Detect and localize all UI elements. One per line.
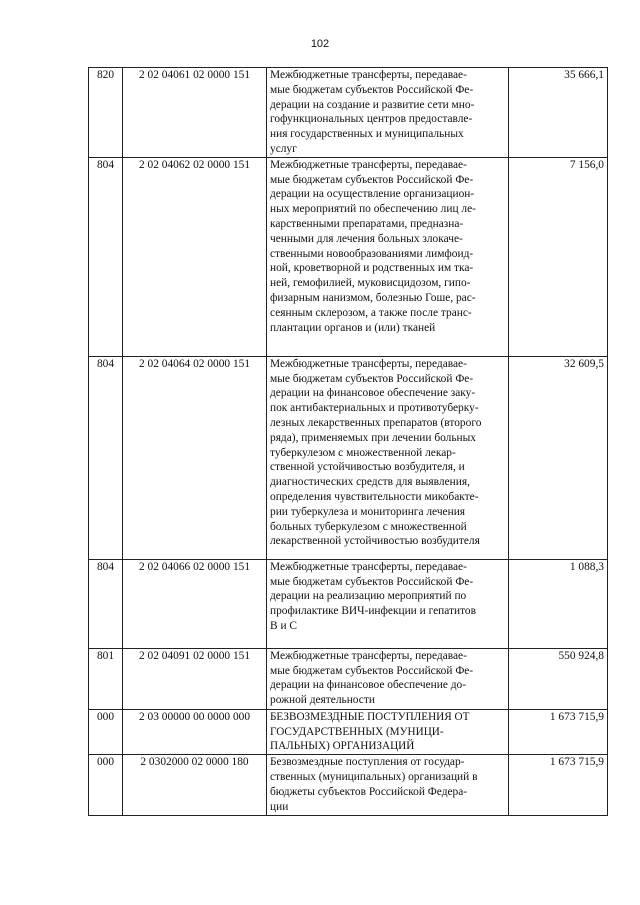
admin-code-cell: 804 <box>89 356 123 559</box>
amount-cell: 35 666,1 <box>509 68 608 158</box>
description-line: дерации на создание и развитие сети мно- <box>270 98 475 111</box>
description-line: карственными препаратами, предназна- <box>270 217 464 230</box>
description-line: ченными для лечения больных злокаче- <box>270 232 463 245</box>
description-cell <box>267 559 509 648</box>
description-line: ней, гемофилией, муковисцидозом, гипо- <box>270 277 471 290</box>
description-line: туберкулезом с множественной лекар- <box>270 446 456 459</box>
table-row <box>89 755 608 816</box>
description-line: пок антибактериальных и противотуберку- <box>270 402 479 415</box>
description-line: дерации на финансовое обеспечение заку- <box>270 387 476 400</box>
description-line: БЕЗВОЗМЕЗДНЫЕ ПОСТУПЛЕНИЯ ОТ <box>270 710 470 723</box>
amount-cell: 550 924,8 <box>509 648 608 709</box>
description-line: лекарственной устойчивостью возбудителя <box>270 535 480 548</box>
description-line: Межбюджетные трансферты, передавае- <box>270 69 467 81</box>
table-row <box>89 68 608 158</box>
description-line: Межбюджетные трансферты, передавае- <box>270 649 467 662</box>
budget-code-cell: 2 03 00000 00 0000 000 <box>123 709 267 754</box>
description-line: ственных (муниципальных) организаций в <box>270 770 478 783</box>
description-cell <box>267 755 509 816</box>
amount-cell: 1 673 715,9 <box>509 755 608 816</box>
description-line: профилактике ВИЧ-инфекции и гепатитов <box>270 605 476 618</box>
description-line: ной, кроветворной и родственных им тка- <box>270 262 474 275</box>
description-line: рии туберкулеза и мониторинга лечения <box>270 505 466 518</box>
amount-cell: 32 609,5 <box>509 356 608 559</box>
description-cell <box>267 68 509 158</box>
description-line: мые бюджетам субъектов Российской Фе- <box>270 372 474 385</box>
description-line: Межбюджетные трансферты, передавае- <box>270 560 467 573</box>
description-line: сеянным склерозом, а также после транс- <box>270 306 472 319</box>
admin-code-cell: 000 <box>89 755 123 816</box>
description-line: мые бюджетам субъектов Российской Фе- <box>270 664 474 677</box>
table-row <box>89 356 608 559</box>
table-row <box>89 559 608 648</box>
description-line: диагностических средств для выявления, <box>270 476 470 489</box>
admin-code-cell: 804 <box>89 157 123 356</box>
description-line: больных туберкулезом с множественной <box>270 520 467 533</box>
description-line: мые бюджетам субъектов Российской Фе- <box>270 173 474 186</box>
description-line: мые бюджетам субъектов Российской Фе- <box>270 575 474 588</box>
admin-code-cell: 801 <box>89 648 123 709</box>
amount-cell: 1 673 715,9 <box>509 709 608 754</box>
page-number: 102 <box>310 38 330 50</box>
description-line: дерации на реализацию мероприятий по <box>270 590 467 603</box>
description-line: ных мероприятий по обеспечению лиц ле- <box>270 203 476 216</box>
admin-code-cell: 820 <box>89 68 123 158</box>
description-line: В и С <box>270 619 297 632</box>
description-cell <box>267 356 509 559</box>
description-line: Межбюджетные трансферты, передавае- <box>270 357 467 370</box>
admin-code-cell: 000 <box>89 709 123 754</box>
table-row <box>89 648 608 709</box>
table-row <box>89 157 608 356</box>
budget-code-cell: 2 02 04064 02 0000 151 <box>123 356 267 559</box>
budget-code-cell: 2 02 04066 02 0000 151 <box>123 559 267 648</box>
description-line: плантации органов и (или) тканей <box>270 321 436 334</box>
description-cell <box>267 648 509 709</box>
description-cell <box>267 157 509 356</box>
description-line: мые бюджетам субъектов Российской Фе- <box>270 83 474 96</box>
description-line: Межбюджетные трансферты, передавае- <box>270 158 467 171</box>
description-line: дерации на финансовое обеспечение до- <box>270 679 467 692</box>
table-row <box>89 709 608 754</box>
budget-code-cell: 2 02 04062 02 0000 151 <box>123 157 267 356</box>
amount-cell: 1 088,3 <box>509 559 608 648</box>
description-line: ственными новообразованиями лимфоид- <box>270 247 474 260</box>
description-line: физарным нанизмом, болезнью Гоше, рас- <box>270 291 476 304</box>
budget-code-cell: 2 0302000 02 0000 180 <box>123 755 267 816</box>
description-line: определения чувствительности микобакте- <box>270 490 479 503</box>
budget-table <box>88 67 608 816</box>
description-line: Безвозмездные поступления от государ- <box>270 756 465 769</box>
description-line: гофункциональных центров предоставле- <box>270 113 473 126</box>
budget-code-cell: 2 02 04061 02 0000 151 <box>123 68 267 158</box>
budget-code-cell: 2 02 04091 02 0000 151 <box>123 648 267 709</box>
description-cell <box>267 709 509 754</box>
description-line: ГОСУДАРСТВЕННЫХ (МУНИЦИ- <box>270 725 444 738</box>
description-line: ции <box>270 800 289 813</box>
description-line: дерации на осуществление организацион- <box>270 188 475 201</box>
description-line: ряда), применяемых при лечении больных <box>270 431 476 444</box>
description-line: ПАЛЬНЫХ) ОРГАНИЗАЦИЙ <box>270 740 415 753</box>
description-line: услуг <box>270 142 297 155</box>
description-line: ния государственных и муниципальных <box>270 128 464 141</box>
description-line: бюджеты субъектов Российской Федера- <box>270 785 468 798</box>
description-line: лезных лекарственных препаратов (второго <box>270 416 482 429</box>
amount-cell: 7 156,0 <box>509 157 608 356</box>
description-line: ственной устойчивостью возбудителя, и <box>270 461 465 474</box>
admin-code-cell: 804 <box>89 559 123 648</box>
description-line: рожной деятельности <box>270 694 375 707</box>
